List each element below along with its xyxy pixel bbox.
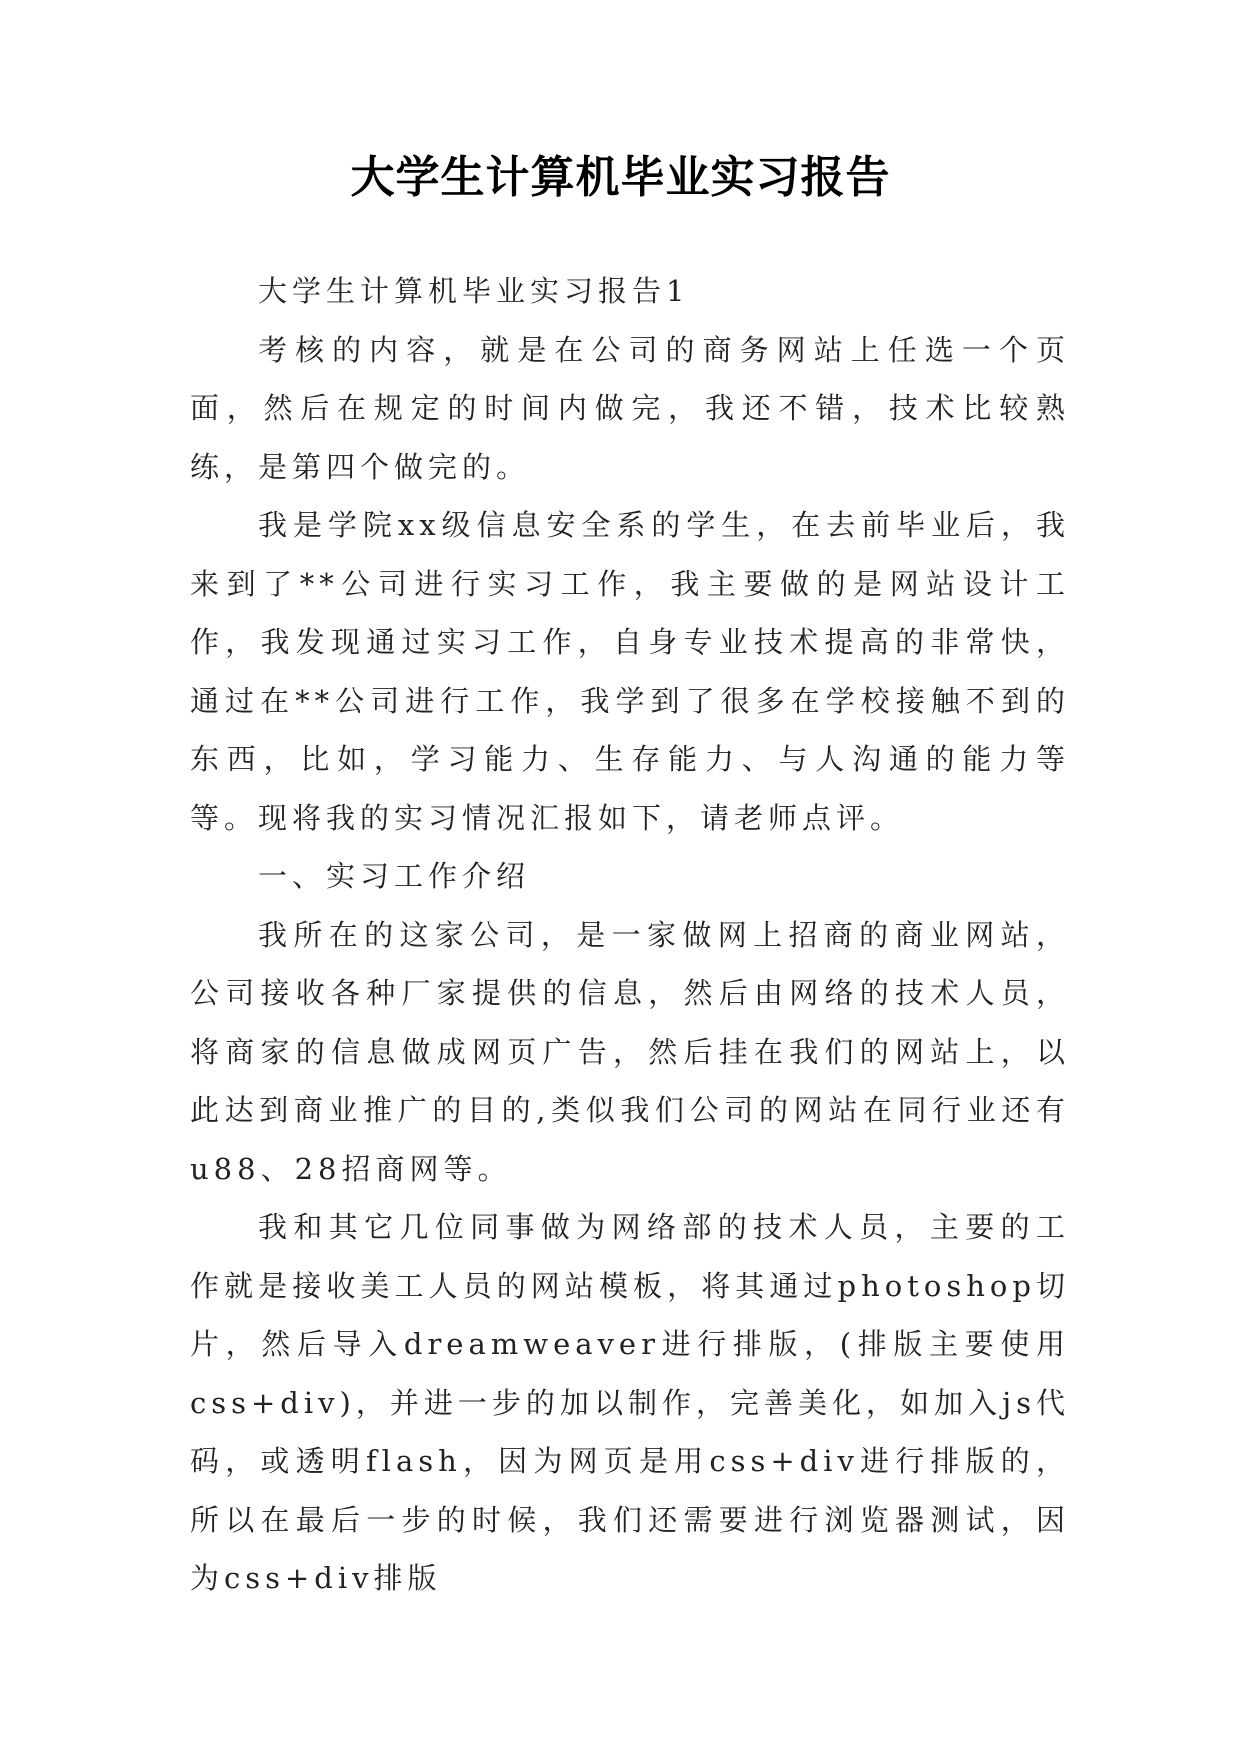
document-body xyxy=(190,262,1070,1608)
company-paragraph: 我所在的这家公司，是一家做网上招商的商业网站，公司接收各种厂家提供的信息，然后由网络的技术人员，将商家的信息做成网页广告，然后挂在我们的网站上，以此达到商业推广的目的,类似我们公司的网站在同行业还有u88、28招商网等。 xyxy=(190,917,1070,1186)
document-title: 大学生计算机毕业实习报告 xyxy=(350,152,891,203)
work-duties-paragraph: 我和其它几位同事做为网络部的技术人员，主要的工作就是接收美工人员的网站模板，将其通过photoshop切片，然后导入dreamweaver进行排版，(排版主要使用css+div)，并进一步的加以制作，完善美化，如加入js代码，或透明flash，因为网页是用css+div进行排版的，所以在最后一步的时候，我们还需要进行浏览器测试，因为css+div排版 xyxy=(190,1210,1070,1595)
report-heading-paragraph: 大学生计算机毕业实习报告1 xyxy=(258,274,690,308)
section-heading: 一、实习工作介绍 xyxy=(258,859,531,893)
introduction-paragraph: 我是学院xx级信息安全系的学生，在去前毕业后，我来到了**公司进行实习工作，我主要做的是网站设计工作，我发现通过实习工作，自身专业技术提高的非常快，通过在**公司进行工作，我学到了很多在学校接触不到的东西，比如，学习能力、生存能力、与人沟通的能力等等。现将我的实习情况汇报如下，请老师点评。 xyxy=(190,508,1070,835)
assessment-paragraph: 考核的内容，就是在公司的商务网站上任选一个页面，然后在规定的时间内做完，我还不错，技术比较熟练，是第四个做完的。 xyxy=(190,332,1070,484)
